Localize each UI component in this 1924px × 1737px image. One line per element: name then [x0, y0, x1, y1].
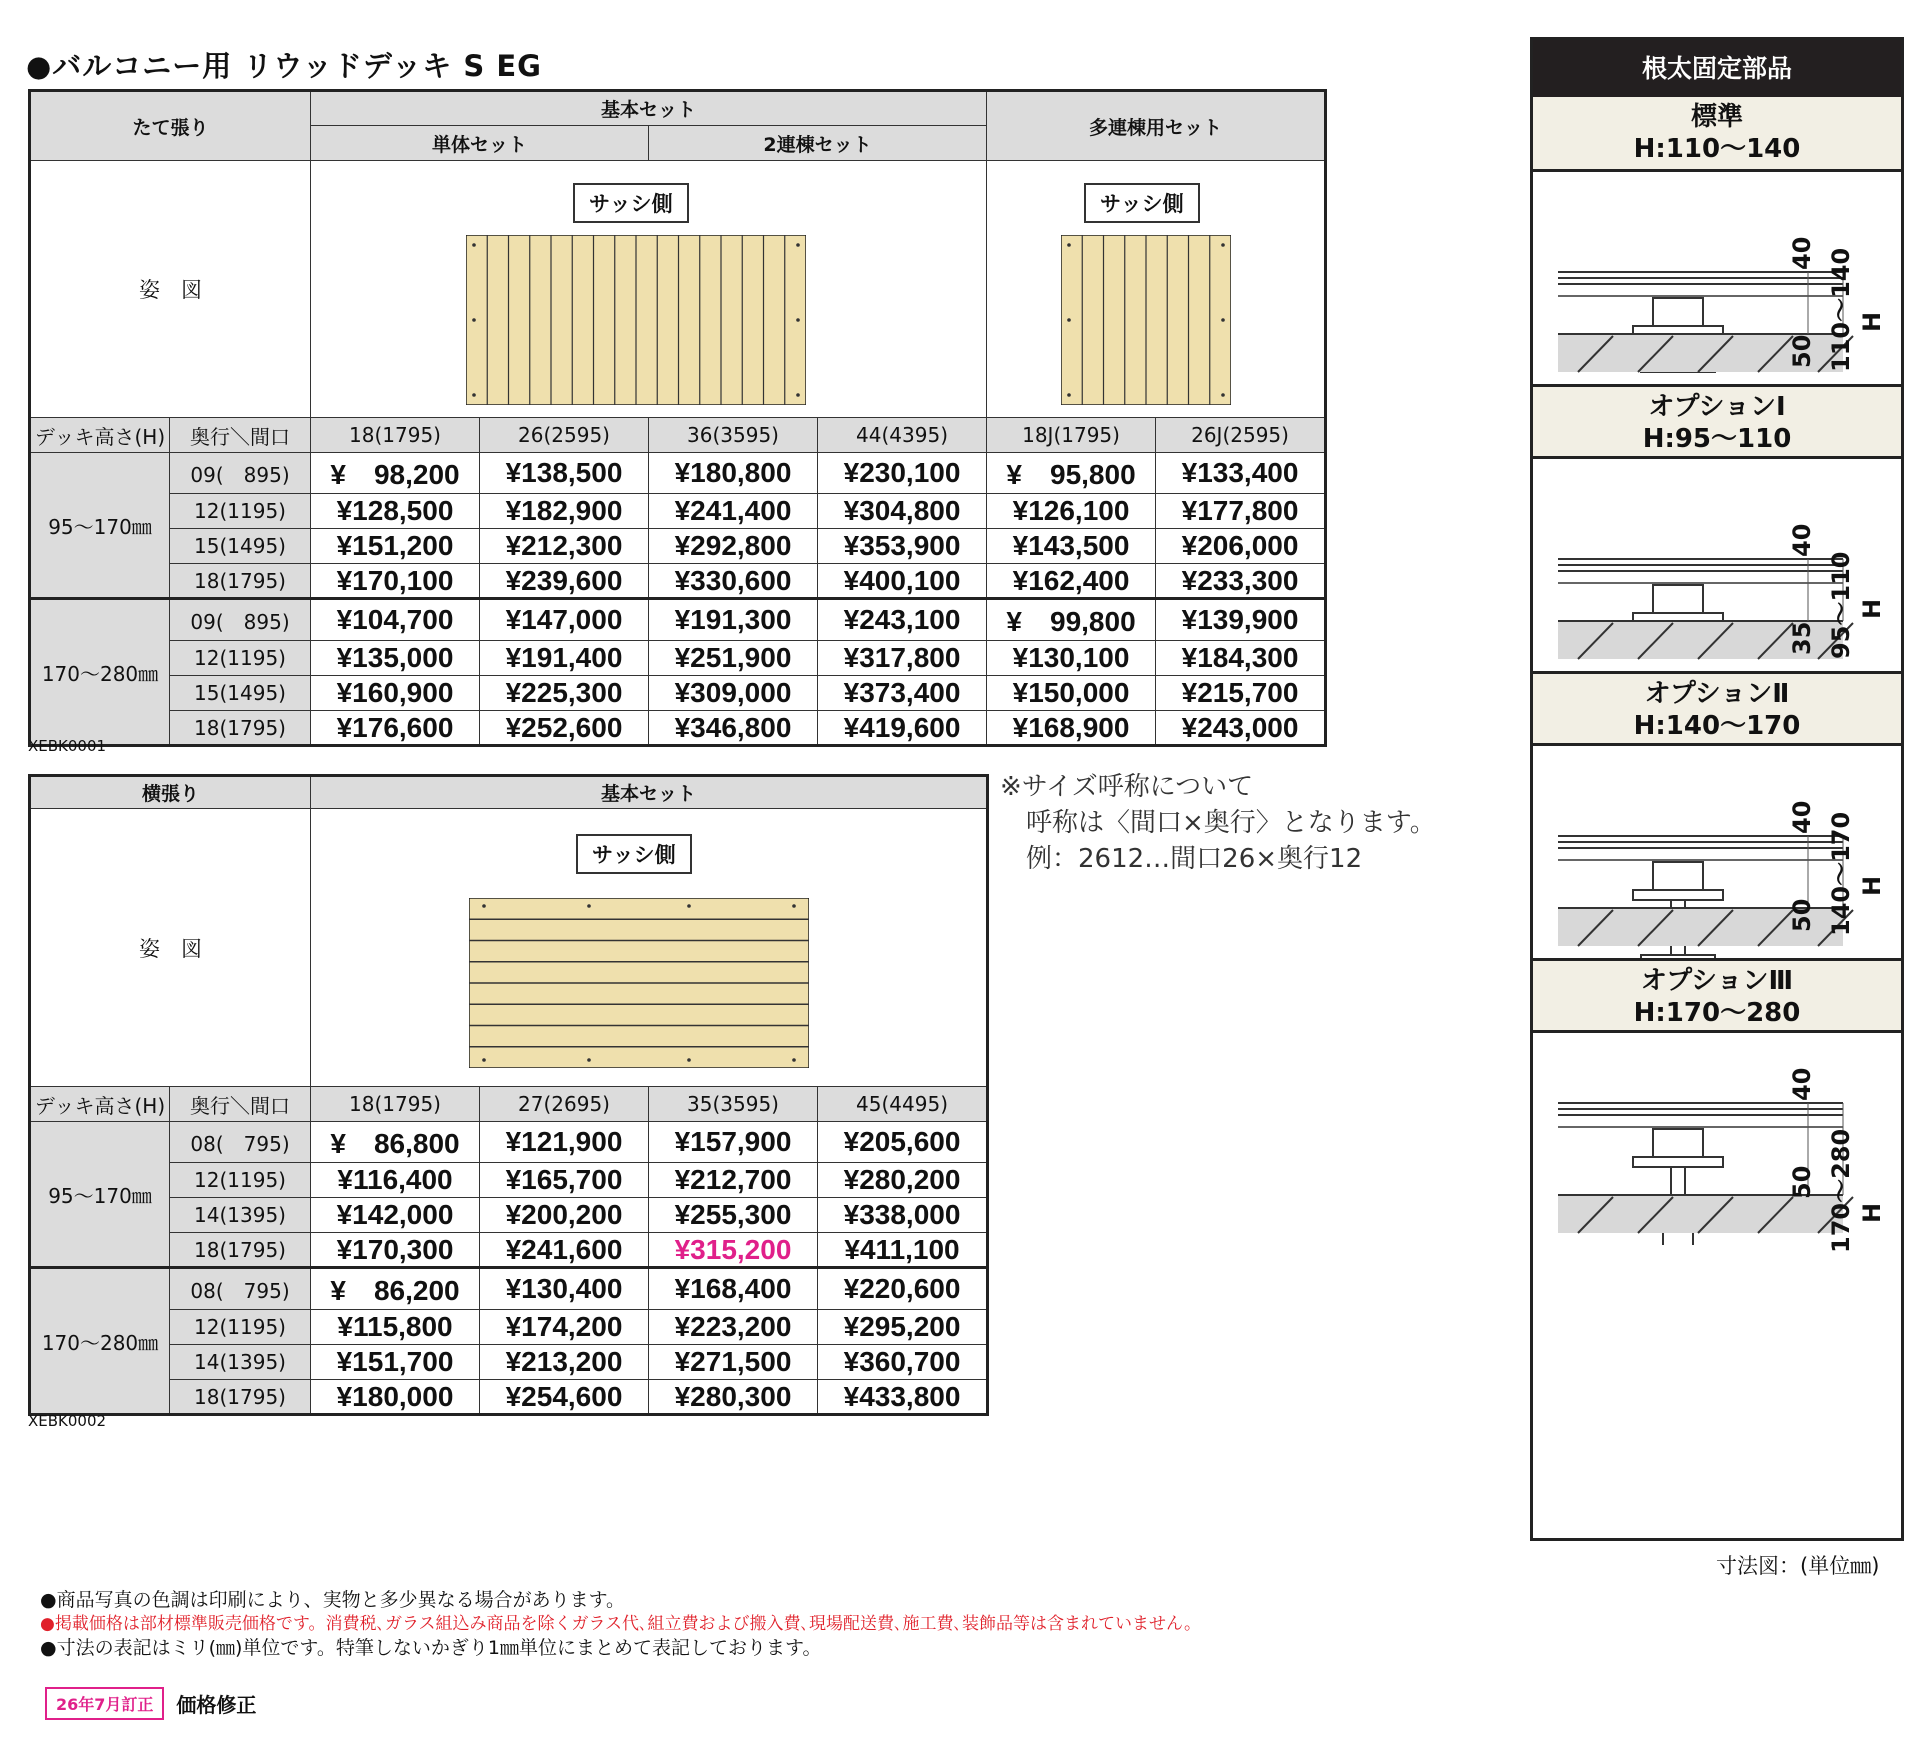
product-code: XEBK0001	[28, 737, 107, 755]
depth-cell: 14(1395)	[170, 1198, 311, 1233]
dimension-label: 40	[1788, 523, 1816, 557]
price-cell: ¥160,900	[311, 676, 480, 711]
depth-cell: 15(1495)	[170, 529, 311, 564]
vertical-deck-diagram-multi	[1061, 235, 1231, 405]
depth-cell: 09( 895)	[170, 599, 311, 641]
option-range: H:95〜110	[1642, 424, 1792, 454]
depth-cell: 09( 895)	[170, 453, 311, 494]
table-corner: 横張り	[30, 776, 311, 809]
table-corner: たて張り	[30, 91, 311, 161]
price-cell: ¥243,100	[818, 599, 987, 641]
price-cell: ¥241,600	[480, 1233, 649, 1268]
col-header: 27(2695)	[480, 1087, 649, 1122]
joist-fixing-parts-panel	[1530, 37, 1904, 1541]
price-cell: ¥157,900	[649, 1122, 818, 1163]
dimension-label: H	[1858, 311, 1886, 332]
height-range: 95〜170㎜	[30, 1122, 170, 1268]
depth-cell: 12(1195)	[170, 1163, 311, 1198]
col-header: 45(4495)	[818, 1087, 988, 1122]
table-row	[30, 1310, 988, 1345]
col-header: 18J(1795)	[987, 418, 1156, 453]
price-cell: ¥143,500	[987, 529, 1156, 564]
price-cell: ¥184,300	[1156, 641, 1326, 676]
table-row	[30, 641, 1326, 676]
dimension-label: 40	[1788, 800, 1816, 834]
option-dimension-diagram	[1533, 1033, 1901, 1253]
horizontal-deck-diagram	[469, 898, 809, 1068]
vertical-deck-diagram	[466, 235, 806, 405]
basic-set-header: 基本セット	[311, 776, 988, 809]
depth-cell: 18(1795)	[170, 1233, 311, 1268]
table-row	[30, 453, 1326, 494]
col-header: 36(3595)	[649, 418, 818, 453]
panel-title: 根太固定部品	[1533, 40, 1901, 97]
deck-figure-horizontal	[311, 809, 988, 1087]
price-cell: ¥162,400	[987, 564, 1156, 599]
table-row	[30, 494, 1326, 529]
price-cell: ¥133,400	[1156, 453, 1326, 494]
table-row	[30, 1233, 988, 1268]
size-note-body: 呼称は〈間口×奥行〉となります。	[1026, 808, 1436, 838]
option-dimension-diagram	[1533, 459, 1901, 671]
price-cell: ¥304,800	[818, 494, 987, 529]
price-cell: ¥230,100	[818, 453, 987, 494]
price-cell: ¥191,300	[649, 599, 818, 641]
price-cell: ¥330,600	[649, 564, 818, 599]
price-cell: ¥252,600	[480, 711, 649, 746]
price-cell: ¥419,600	[818, 711, 987, 746]
price-cell: ¥271,500	[649, 1345, 818, 1380]
height-range: 95〜170㎜	[30, 453, 170, 599]
height-range: 170〜280㎜	[30, 1268, 170, 1415]
price-cell: ¥168,900	[987, 711, 1156, 746]
price-cell: ¥373,400	[818, 676, 987, 711]
price-cell: ¥309,000	[649, 676, 818, 711]
dimension-label: 40	[1788, 236, 1816, 270]
price-cell: ¥ 86,200	[311, 1268, 480, 1310]
figure-label: 姿 図	[30, 161, 311, 418]
depth-cell: 15(1495)	[170, 676, 311, 711]
price-cell: ¥317,800	[818, 641, 987, 676]
price-cell: ¥ 95,800	[987, 453, 1156, 494]
vertical-plank-price-table	[28, 89, 1327, 747]
price-cell: ¥411,100	[818, 1233, 988, 1268]
figure-label: 姿 図	[30, 809, 311, 1087]
table-row	[30, 1122, 988, 1163]
table-row	[30, 1380, 988, 1415]
depth-cell: 12(1195)	[170, 1310, 311, 1345]
price-cell: ¥128,500	[311, 494, 480, 529]
product-code: XEBK0002	[28, 1412, 107, 1430]
price-cell: ¥170,300	[311, 1233, 480, 1268]
price-cell: ¥280,200	[818, 1163, 988, 1198]
double-set-header: 2連棟セット	[649, 126, 987, 161]
price-cell: ¥200,200	[480, 1198, 649, 1233]
price-cell: ¥176,600	[311, 711, 480, 746]
option-name: オプションⅢ	[1640, 966, 1794, 996]
price-cell: ¥353,900	[818, 529, 987, 564]
price-cell: ¥151,700	[311, 1345, 480, 1380]
price-cell: ¥138,500	[480, 453, 649, 494]
basic-set-header: 基本セット	[311, 91, 987, 126]
depth-cell: 12(1195)	[170, 641, 311, 676]
price-cell: ¥104,700	[311, 599, 480, 641]
depth-cell: 14(1395)	[170, 1345, 311, 1380]
price-cell: ¥225,300	[480, 676, 649, 711]
option-range: H:110〜140	[1633, 134, 1801, 164]
price-cell: ¥243,000	[1156, 711, 1326, 746]
option-range: H:140〜170	[1633, 711, 1801, 741]
option-dimension-diagram	[1533, 746, 1901, 958]
dimension-label: 140〜170	[1827, 811, 1855, 936]
col-header: 18(1795)	[311, 1087, 480, 1122]
deck-height-label: デッキ高さ(H)	[30, 1087, 170, 1122]
table-row	[30, 1345, 988, 1380]
price-cell: ¥168,400	[649, 1268, 818, 1310]
option-header	[1533, 384, 1901, 459]
dimension-label: 110〜140	[1827, 247, 1855, 372]
dimension-label: 40	[1788, 1067, 1816, 1101]
size-note	[1000, 769, 1436, 877]
option-name: オプションⅠ	[1648, 392, 1786, 422]
price-cell: ¥241,400	[649, 494, 818, 529]
depth-cell: 18(1795)	[170, 564, 311, 599]
table-row	[30, 529, 1326, 564]
footer-note: ●商品写真の色調は印刷により、実物と多少異なる場合があります。	[40, 1589, 626, 1611]
table-row	[30, 1163, 988, 1198]
price-cell: ¥251,900	[649, 641, 818, 676]
price-cell: ¥165,700	[480, 1163, 649, 1198]
price-cell: ¥180,000	[311, 1380, 480, 1415]
page-title: ●バルコニー用 リウッドデッキ S EG	[26, 49, 542, 83]
footer-note: ●寸法の表記はミリ(㎜)単位です。特筆しないかぎり1㎜単位にまとめて表記しております。	[40, 1637, 822, 1659]
price-cell: ¥130,400	[480, 1268, 649, 1310]
height-range: 170〜280㎜	[30, 599, 170, 746]
price-cell: ¥206,000	[1156, 529, 1326, 564]
col-header: 18(1795)	[311, 418, 480, 453]
depth-cell: 08( 795)	[170, 1122, 311, 1163]
table-row	[30, 1198, 988, 1233]
horizontal-plank-price-table	[28, 774, 989, 1416]
price-cell: ¥400,100	[818, 564, 987, 599]
price-cell: ¥121,900	[480, 1122, 649, 1163]
sash-side-label: サッシ側	[573, 183, 689, 223]
price-cell: ¥205,600	[818, 1122, 988, 1163]
dimension-label: 50	[1788, 1165, 1816, 1199]
dimension-label: H	[1858, 1202, 1886, 1223]
col-header: 26J(2595)	[1156, 418, 1326, 453]
dimension-label: H	[1858, 598, 1886, 619]
multi-set-header: 多連棟用セット	[987, 91, 1326, 161]
price-cell: ¥254,600	[480, 1380, 649, 1415]
price-cell: ¥116,400	[311, 1163, 480, 1198]
price-cell: ¥233,300	[1156, 564, 1326, 599]
depth-width-label: 奥行＼間口	[170, 418, 311, 453]
option-name: オプションⅡ	[1644, 679, 1790, 709]
price-cell: ¥139,900	[1156, 599, 1326, 641]
size-note-example: 例：2612…間口26×奥行12	[1026, 844, 1363, 874]
price-cell-revised: ¥315,200	[649, 1233, 818, 1268]
price-cell: ¥360,700	[818, 1345, 988, 1380]
depth-cell: 08( 795)	[170, 1268, 311, 1310]
deck-figure-multi	[987, 161, 1326, 418]
price-cell: ¥213,200	[480, 1345, 649, 1380]
dimension-caption: 寸法図：(単位㎜)	[1716, 1554, 1880, 1578]
depth-cell: 12(1195)	[170, 494, 311, 529]
size-note-title: ※サイズ呼称について	[1000, 772, 1254, 802]
price-cell: ¥147,000	[480, 599, 649, 641]
table-row	[30, 711, 1326, 746]
deck-height-label: デッキ高さ(H)	[30, 418, 170, 453]
option-name: 標準	[1690, 102, 1743, 132]
price-cell: ¥150,000	[987, 676, 1156, 711]
revision-badge: 26年7月訂正	[45, 1687, 164, 1720]
table-row	[30, 1268, 988, 1310]
price-cell: ¥338,000	[818, 1198, 988, 1233]
price-cell: ¥ 99,800	[987, 599, 1156, 641]
depth-width-label: 奥行＼間口	[170, 1087, 311, 1122]
dimension-label: 35	[1788, 621, 1816, 655]
option-header	[1533, 958, 1901, 1033]
option-header	[1533, 97, 1901, 172]
dimension-label: 50	[1788, 334, 1816, 368]
table-row	[30, 599, 1326, 641]
deck-figure-basic	[311, 161, 987, 418]
col-header: 35(3595)	[649, 1087, 818, 1122]
price-cell: ¥295,200	[818, 1310, 988, 1345]
dimension-label: H	[1858, 875, 1886, 896]
price-cell: ¥142,000	[311, 1198, 480, 1233]
price-cell: ¥220,600	[818, 1268, 988, 1310]
price-cell: ¥212,700	[649, 1163, 818, 1198]
footer-note-price: ●掲載価格は部材標準販売価格です。消費税､ガラス組込み商品を除くガラス代､組立費および搬入費､現場配送費､施工費､装飾品等は含まれていません。	[40, 1614, 1201, 1634]
dimension-label: 170〜280	[1827, 1128, 1855, 1253]
price-cell: ¥170,100	[311, 564, 480, 599]
sash-side-label: サッシ側	[576, 834, 692, 874]
footer-notes	[40, 1588, 1201, 1660]
option-dimension-diagram	[1533, 172, 1901, 384]
single-set-header: 単体セット	[311, 126, 649, 161]
price-cell: ¥174,200	[480, 1310, 649, 1345]
dimension-label: 50	[1788, 898, 1816, 932]
price-cell: ¥433,800	[818, 1380, 988, 1415]
price-cell: ¥215,700	[1156, 676, 1326, 711]
price-cell: ¥180,800	[649, 453, 818, 494]
price-cell: ¥182,900	[480, 494, 649, 529]
price-cell: ¥255,300	[649, 1198, 818, 1233]
table-row	[30, 676, 1326, 711]
dimension-label: 95〜110	[1827, 551, 1855, 659]
col-header: 26(2595)	[480, 418, 649, 453]
price-cell: ¥126,100	[987, 494, 1156, 529]
revision-info	[45, 1687, 256, 1720]
price-cell: ¥223,200	[649, 1310, 818, 1345]
price-cell: ¥130,100	[987, 641, 1156, 676]
price-cell: ¥280,300	[649, 1380, 818, 1415]
price-cell: ¥151,200	[311, 529, 480, 564]
revision-label: 価格修正	[176, 1693, 257, 1717]
price-cell: ¥ 98,200	[311, 453, 480, 494]
option-header	[1533, 671, 1901, 746]
depth-cell: 18(1795)	[170, 711, 311, 746]
price-cell: ¥177,800	[1156, 494, 1326, 529]
price-cell: ¥212,300	[480, 529, 649, 564]
sash-side-label: サッシ側	[1084, 183, 1200, 223]
table-row	[30, 564, 1326, 599]
price-cell: ¥292,800	[649, 529, 818, 564]
price-cell: ¥135,000	[311, 641, 480, 676]
col-header: 44(4395)	[818, 418, 987, 453]
price-cell: ¥191,400	[480, 641, 649, 676]
option-range: H:170〜280	[1633, 998, 1801, 1028]
price-cell: ¥346,800	[649, 711, 818, 746]
depth-cell: 18(1795)	[170, 1380, 311, 1415]
price-cell: ¥239,600	[480, 564, 649, 599]
price-cell: ¥ 86,800	[311, 1122, 480, 1163]
price-cell: ¥115,800	[311, 1310, 480, 1345]
